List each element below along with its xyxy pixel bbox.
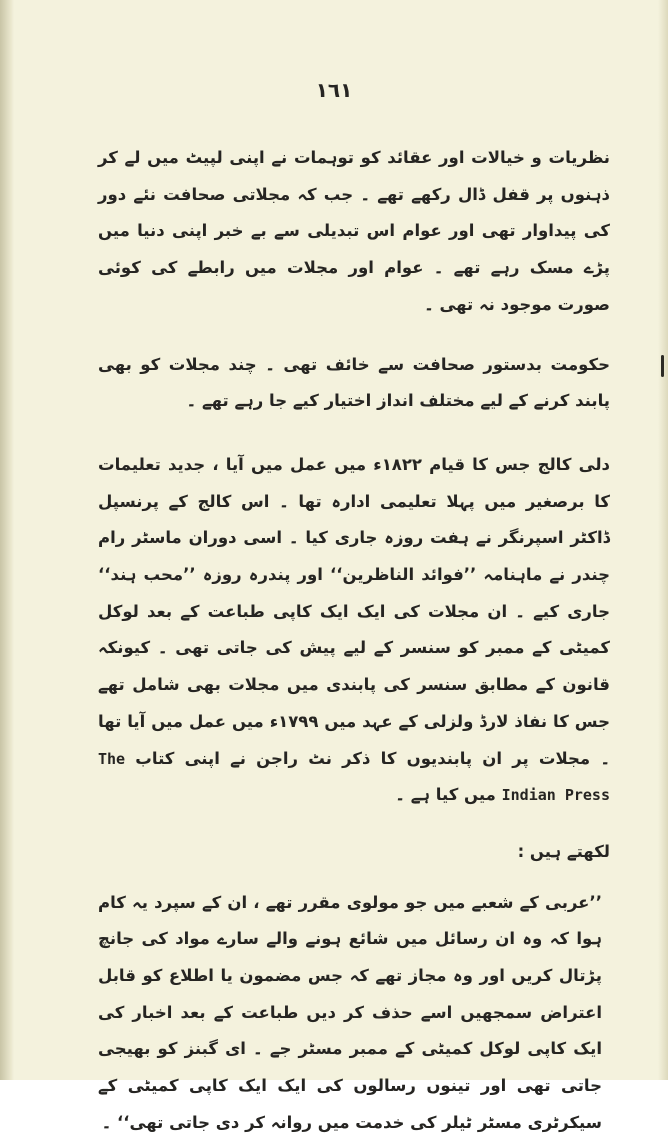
page-left-shadow (0, 0, 14, 1080)
page-right-shadow (658, 0, 668, 1080)
paragraph-2: حکومت بدستور صحافت سے خائف تھی ۔ چند مجلات کو بھی پابند کرنے کے لیے مختلف انداز اختیار کیے جا رہے تھے ۔ (98, 354, 610, 411)
paragraph-3-text: دلی کالج جس کا قیام ۱۸۲۲ء میں عمل میں آیا ، جدید تعلیمات کا برصغیر میں پہلا تعلیمی ادارہ تھا ۔ اس کالج کے پرنسپل ڈاکٹر اسپرنگر نے ہفت روزہ جاری کیا ۔ اسی دوران ماسٹر رام چندر نے ماہنامہ ’’فوائد الناظرین‘‘ اور پندرہ روزہ ’’محب ہند‘‘ جاری کیے ۔ ان مجلات کی ایک ایک کاپی طباعت کے بعد لوکل کمیٹی کے ممبر کو سنسر کے لیے پیش کی جاتی تھی ۔ کیونکہ قانون کے مطابق سنسر کی پابندی میں مجلات بھی شامل تھے جس کا نفاذ لارڈ ولزلی کے عہد میں ۱۷۹۹ء میں عمل میں آیا تھا ۔ مجلات پر ان پابندیوں کا ذکر نٹ راجن نے اپنی کتاب (98, 454, 610, 768)
paragraph-3 (98, 447, 610, 814)
block-quote: ’’عربی کے شعبے میں جو مولوی مقرر تھے ، ان کے سپرد یہ کام ہوا کہ وہ ان رسائل میں شائع ہونے والے سارے مواد کی جانچ پڑتال کریں اور وہ مجاز تھے کہ جس مضمون یا اطلاع کو قابل اعتراض سمجھیں اسے حذف کر دیں طباعت کے بعد اخبار کی ایک کاپی لوکل کمیٹی کے ممبر مسٹر جے ۔ ای گبنز کو بھیجی جاتی تھی اور تینوں رسالوں کی ایک ایک کاپی کمیٹی کے سیکرٹری مسٹر ٹیلر کی خدمت میں روانہ کر دی جاتی تھی‘‘ ۔ (98, 892, 602, 1132)
paragraph-3-end: میں کیا ہے ۔ (395, 785, 496, 805)
page-edge-mark (661, 355, 664, 377)
quote-intro: لکھتے ہیں : (517, 841, 610, 861)
paragraph-1: نظریات و خیالات اور عقائد کو توہمات نے اپنی لپیٹ میں لے کر ذہنوں پر قفل ڈال رکھے تھے ۔ جب کہ مجلاتی صحافت نئے دور کی پیداوار تھی اور عوام اس تبدیلی سے بے خبر اپنی دنیا میں پڑے مسک رہے تھے ۔ عوام اور مجلات میں رابطے کی کوئی صورت موجود نہ تھی ۔ (98, 148, 610, 314)
book-title: The Indian Press (98, 749, 610, 805)
page-body (98, 140, 610, 1142)
page-number: ١٦١ (315, 78, 353, 102)
